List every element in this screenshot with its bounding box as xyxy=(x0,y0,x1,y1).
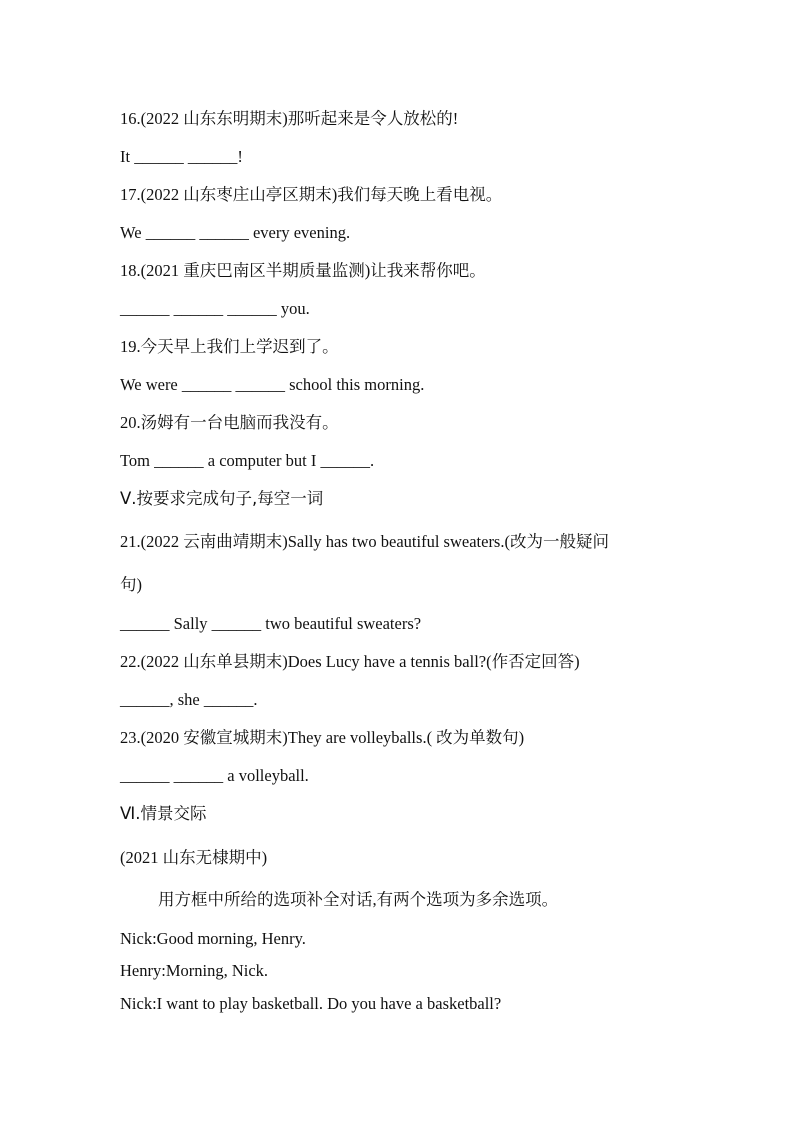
question-20: 20.汤姆有一台电脑而我没有。 xyxy=(120,413,339,432)
section-5-title: Ⅴ.按要求完成句子,每空一词 xyxy=(120,489,324,508)
answer-17: We ______ ______ every evening. xyxy=(120,223,351,242)
answer-20: Tom ______ a computer but I ______. xyxy=(120,451,375,470)
question-18: 18.(2021 重庆巴南区半期质量监测)让我来帮你吧。 xyxy=(120,261,486,280)
answer-19: We were ______ ______ school this morning. xyxy=(120,375,425,394)
question-17: 17.(2022 山东枣庄山亭区期末)我们每天晚上看电视。 xyxy=(120,185,503,204)
question-21-line2: 句) xyxy=(120,575,142,594)
question-23: 23.(2020 安徽宣城期末)They are volleyballs.( 改为单数句) xyxy=(120,728,525,747)
answer-18: ______ ______ ______ you. xyxy=(120,299,310,318)
answer-16: It ______ ______! xyxy=(120,147,243,166)
section-6-title: Ⅵ.情景交际 xyxy=(120,804,207,823)
dialogue-source: (2021 山东无棣期中) xyxy=(120,848,268,867)
answer-22: ______, she ______. xyxy=(120,690,258,709)
answer-21: ______ Sally ______ two beautiful sweaters? xyxy=(120,614,422,633)
dialogue-line-1: Nick:Good morning, Henry. xyxy=(120,929,306,948)
dialogue-instruction: 用方框中所给的选项补全对话,有两个选项为多余选项。 xyxy=(158,890,559,909)
question-16: 16.(2022 山东东明期末)那听起来是令人放松的! xyxy=(120,109,459,128)
question-22: 22.(2022 山东单县期末)Does Lucy have a tennis ball?(作否定回答) xyxy=(120,652,580,671)
question-21-line1: 21.(2022 云南曲靖期末)Sally has two beautiful sweaters.(改为一般疑问 xyxy=(120,532,609,551)
dialogue-line-3: Nick:I want to play basketball. Do you have a basketball? xyxy=(120,994,502,1013)
answer-23: ______ ______ a volleyball. xyxy=(120,766,309,785)
dialogue-line-2: Henry:Morning, Nick. xyxy=(120,961,269,980)
question-19: 19.今天早上我们上学迟到了。 xyxy=(120,337,339,356)
